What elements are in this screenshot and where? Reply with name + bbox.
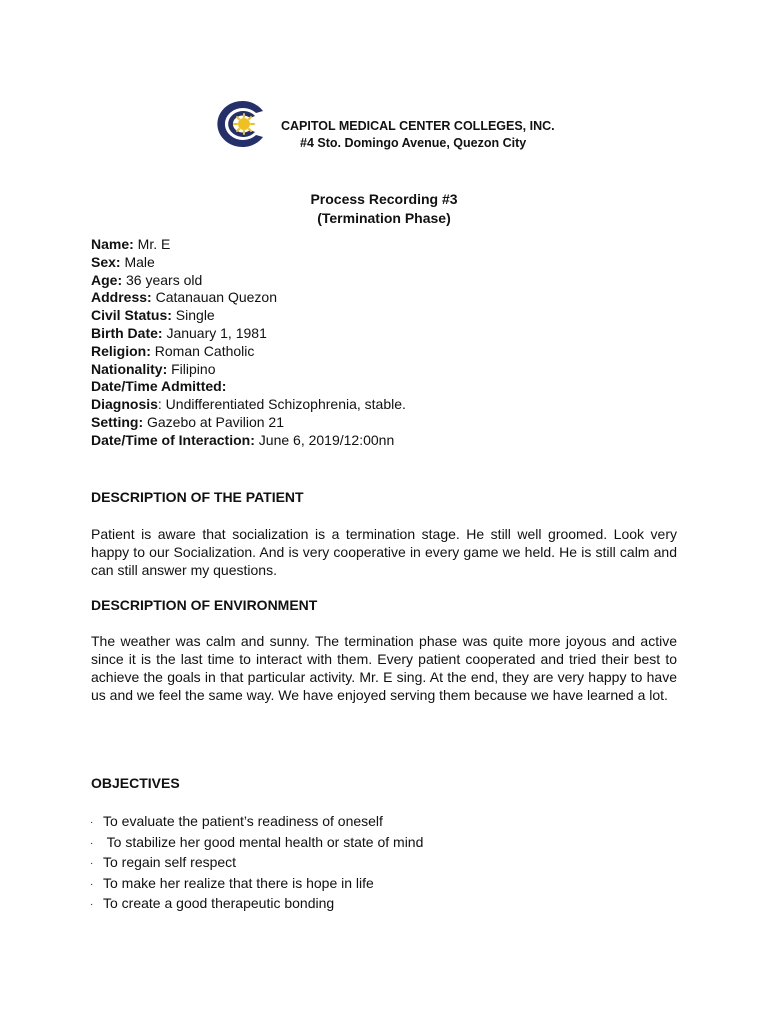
- bullet-icon: ·: [90, 878, 94, 890]
- info-value: Male: [120, 253, 155, 270]
- info-row-interaction: [91, 432, 406, 450]
- objectives-heading: OBJECTIVES: [91, 775, 180, 791]
- info-value: : Undifferentiated Schizophrenia, stable.: [157, 396, 406, 413]
- objective-text: To evaluate the patient’s readiness of oneself: [103, 813, 383, 829]
- bullet-icon: ·: [90, 858, 94, 870]
- info-row-age: [91, 272, 406, 290]
- info-row-nationality: [91, 361, 406, 379]
- objective-text: To regain self respect: [103, 854, 237, 871]
- bullet-icon: ·: [90, 837, 94, 849]
- info-value: Mr. E: [133, 236, 171, 252]
- institution-name: CAPITOL MEDICAL CENTER COLLEGES, INC.: [281, 119, 555, 133]
- objective-text: To create a good therapeutic bonding: [103, 895, 335, 912]
- objective-text: To make her realize that there is hope in life: [103, 874, 374, 891]
- info-row-date-admitted: [91, 378, 406, 396]
- info-label: Sex:: [91, 253, 121, 270]
- info-value: Roman Catholic: [150, 342, 255, 359]
- list-item: [90, 894, 423, 915]
- patient-info: [91, 236, 406, 450]
- info-row-birth-date: [91, 325, 406, 343]
- info-label: Civil Status:: [91, 307, 172, 324]
- info-value: June 6, 2019/12:00nn: [254, 431, 395, 448]
- list-item: [90, 874, 423, 895]
- bullet-icon: ·: [90, 817, 94, 828]
- info-row-name: [91, 236, 406, 254]
- info-label: Birth Date:: [91, 324, 163, 341]
- patient-description-heading: DESCRIPTION OF THE PATIENT: [91, 489, 304, 505]
- environment-description-text: The weather was calm and sunny. The termination phase was quite more joyous and active since it is the last time to interact with them. Every patient cooperated and tried their best to achieve the goals in that particular activity. Mr. E sing. At the end, they are very happy to have us and we feel the same way. We have enjoyed serving them because we have learned a lot.: [91, 633, 677, 703]
- info-label: Date/Time Admitted:: [91, 378, 227, 395]
- info-label: Age:: [91, 271, 123, 288]
- info-row-address: [91, 289, 406, 307]
- info-label: Religion:: [91, 342, 151, 359]
- capitol-medical-logo-icon: [206, 99, 270, 149]
- info-row-sex: [91, 254, 406, 272]
- list-item: [90, 833, 423, 854]
- info-row-civil-status: [91, 307, 406, 325]
- info-label: Date/Time of Interaction:: [91, 431, 255, 448]
- info-label: Name:: [91, 236, 134, 252]
- info-row-setting: [91, 414, 406, 432]
- bullet-icon: ·: [90, 899, 94, 911]
- objective-text: To stabilize her good mental health or state of mind: [103, 833, 424, 850]
- objectives-list: [90, 812, 423, 915]
- info-row-diagnosis: [91, 396, 406, 414]
- info-value: 36 years old: [122, 271, 203, 288]
- info-value: Gazebo at Pavilion 21: [143, 413, 284, 430]
- info-label: Address:: [91, 289, 152, 306]
- document-title: Process Recording #3: [310, 191, 458, 207]
- document-subtitle: (Termination Phase): [317, 210, 451, 226]
- info-row-religion: [91, 343, 406, 361]
- info-value: Catanauan Quezon: [151, 289, 278, 306]
- info-value: January 1, 1981: [162, 324, 267, 341]
- institution-address: #4 Sto. Domingo Avenue, Quezon City: [300, 136, 527, 150]
- info-label: Setting:: [91, 413, 144, 430]
- info-value: Single: [171, 307, 215, 324]
- info-value: Filipino: [167, 360, 216, 377]
- info-label: Diagnosis: [91, 396, 158, 413]
- list-item: [90, 853, 423, 874]
- info-label: Nationality:: [91, 360, 168, 377]
- patient-description-text: Patient is aware that socialization is a termination stage. He still well groomed. Look very happy to our Socialization. And is very cooperative in every game we held. He is still calm and can still answer my questions.: [91, 526, 677, 578]
- list-item: [90, 812, 423, 833]
- logo-yellow-dot: [238, 118, 250, 130]
- environment-description-heading: DESCRIPTION OF ENVIRONMENT: [91, 597, 318, 613]
